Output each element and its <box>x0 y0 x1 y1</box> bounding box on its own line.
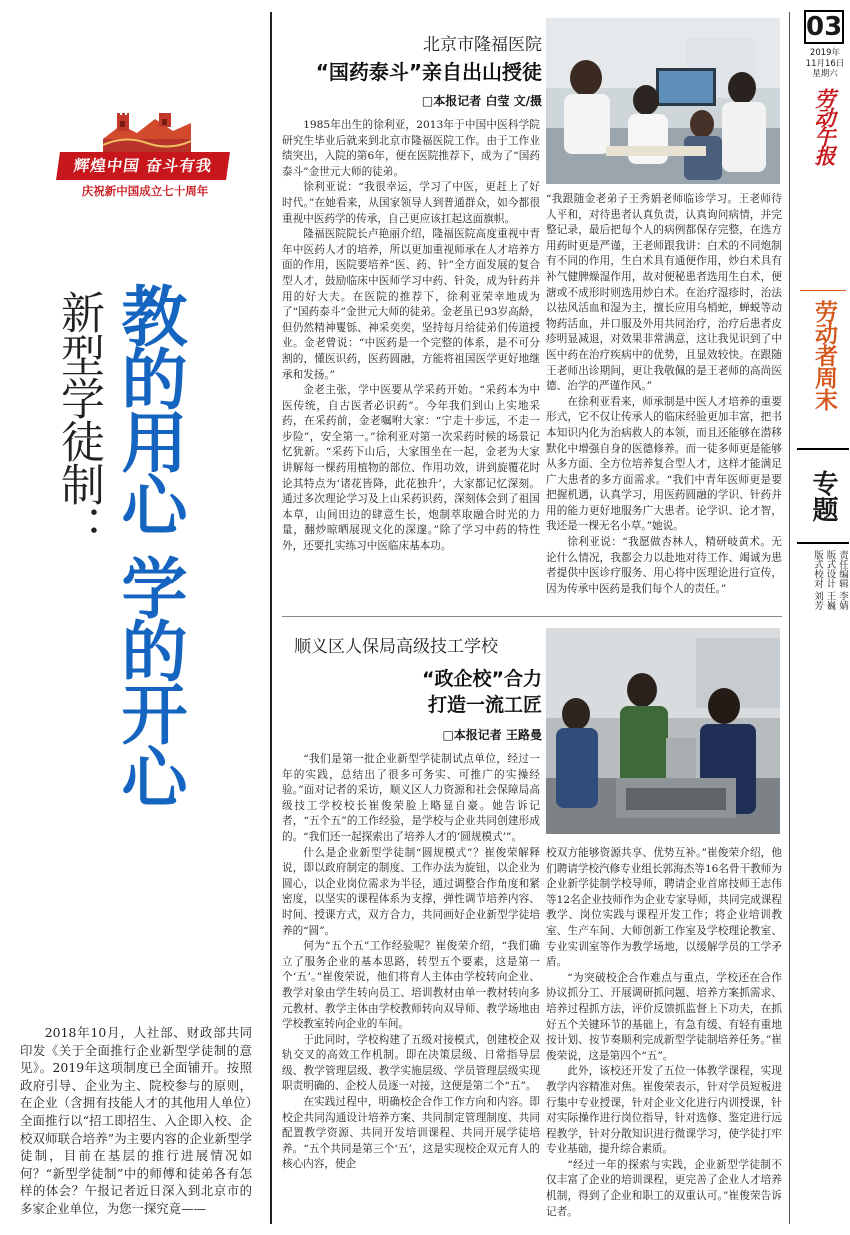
article1-col2-para: 徐利亚说：“我愿做杏林人，精研岐黄术。无论什么情况，我都会力以赴地对待工作、竭诚为患者提供中医诊疗服务、用心将中医理论进行宣传，因为传承中医药是我们每个人的责任。” <box>546 536 782 595</box>
date-weekday: 星期六 <box>812 69 838 79</box>
article2-kicker: 顺义区人保局高级技工学校 <box>294 637 498 657</box>
credit-editor: 责任编辑 李婧 <box>837 550 848 611</box>
article2-col1-para: 在实践过程中，明确校企合作工作方向和内容。即校企共同沟通设计培养方案、共同制定管理制度、共同配置教学资源、共同开发培训课程、共同开展学徒培养。“五个共同是第三个‘五’，这是实现校企双元育人的核心内容，使企 <box>282 1096 540 1171</box>
article-separator <box>282 616 782 617</box>
special-topic-label: 专题 <box>797 448 849 544</box>
section-name: 劳动者周末 <box>811 300 837 410</box>
article1-col1-para: 1985年出生的徐利亚，2013年于中国中医科学院研究生毕业后就来到北京市隆福医院工作。由于工作业绩突出，入院的第6年，便在医院推荐下，成为了“国药泰斗”金世元大师的徒弟。 <box>282 119 540 178</box>
article1-headline: “国药泰斗”亲自出山授徒 <box>315 60 542 84</box>
article2-column1 <box>282 752 540 1173</box>
article1-column2 <box>546 192 782 597</box>
editorial-credits <box>796 550 848 660</box>
date-year: 2019年 <box>809 48 841 58</box>
article1-col1-para: 金老主张，学中医要从学采药开始。“采药本为中医传统，自古医者必识药”。今年我们到山上实地采药，在采药前，金老嘱咐大家：“宁走十步远，不走一步险”，安全第一。”徐利亚对第一次采药时候的场景记忆犹新。“采药下山后，大家围坐在一起，金老为大家讲解每一棵药用植物的部位、作用功效，讲到旋覆花时论其特点为‘诸花皆降，此花独升’，大家都记忆深刻。通过多次理论学习及上山采药识药，深刻体会到了祖国本草，山间田边的肆意生长，炮制萃取融合时光的力量，翻炒晾晒展现文化的深邃。”除了学习中药的特性外，还要扎实练习中医临床基本功。 <box>282 384 540 553</box>
article1-col1-para: 隆福医院院长卢艳丽介绍，隆福医院高度重视中青年中医药人才的培养，所以更加重视师承在人才培养方面的作用，医院要培养“医、药、针”全方面发展的复合型人才，鼓励临床中医师学习中药、针灸，成为针药并用的好大夫。在医院的推荐下，徐利亚荣幸地成为了“国药泰斗”金世元大师的徒弟。金老虽已93岁高龄，但仍然精神矍铄、神采奕奕，坚持每月给徒弟们传道授业。金老曾说：“中医药是一个完整的体系，是不可分割的，懂医识药，医药圆融，方能将祖国医学更好地继承和发扬。” <box>282 228 540 381</box>
article1-col1-para: 徐利亚说：“我很幸运，学习了中医，更赶上了好时代。”在她看来，从国家领导人到普通群众，如今都很重视中医药学的传承，自己更应该扛起这面旗帜。 <box>282 181 540 225</box>
article2-col2-para: 校双方能够资源共享、优势互补。”崔俊荣介绍，他们聘请学校汽修专业组长郭海杰等16名骨干教师为企业新学徒制学校导师，聘请企业首席技师王志伟等12名企业技师作为企业专家导师，共同完成课程教学、岗位实践与课程开发工作；将企业培训教室、生产车间、大师创新工作室及学校理论教室、专业实训室等作为教学场地，以缓解学员的工学矛盾。 <box>546 847 782 969</box>
article1-byline: □本报记者 白莹 文/摄 <box>421 94 542 108</box>
article1-kicker: 北京市隆福医院 <box>423 35 542 55</box>
article2-col1-para: 于此同时，学校构建了五级对接模式，创建校企双轨交叉的高效工作机制。即在决策层级、日常指导层级、教学管理层级、教学实施层级、学员管理层级实现职责明确的、企校人员逐一对接，这便是第二个“五”。 <box>282 1033 540 1093</box>
newspaper-logo: 劳动午报 <box>812 88 837 164</box>
section-rule <box>800 290 846 291</box>
issue-date <box>800 48 850 80</box>
page-number: 03 <box>806 12 843 42</box>
great-wall-illustration <box>103 113 191 153</box>
article2-col1-para: 什么是企业新型学徒制“圆规模式”？崔俊荣解释说，即以政府制定的制度、工作办法为旋钮，以企业为圆心，以企业岗位需求为半径，通过调整合作角度和紧密度，以坚实的课程体系为支撑，弹性调节培养内容、时间、授课方式，双方合力，共同画好企业新型学徒培养的“圆”。 <box>282 846 540 937</box>
feature-intro: 2018年10月，人社部、财政部共同印发《关于全面推行企业新型学徒制的意见》。2019年这项制度已全面铺开。按照政府引导、企业为主、院校参与的原则，在企业（含拥有技能人才的其他用人单位）全面推行以“招工即招生、入企即入校、企校双师联合培养”为主要内容的企业新型学徒制，目前在基层的推行进展情况如何？“新型学徒制”中的师傅和徒弟各有怎样的体会？午报记者近日深入到北京市的多家企业单位，为您一探究竟—— <box>20 1025 252 1216</box>
right-strip-divider <box>789 12 790 1224</box>
feature-title-prefix: 新型学徒制： <box>53 290 104 548</box>
article2-headline-line1: “政企校”合力 <box>422 668 542 690</box>
article2-col2-para: “经过一年的探索与实践，企业新型学徒制不仅丰富了企业的培训课程，更完善了企业人才培养机制，得到了企业和职工的双重认可。”崔俊荣告诉记者。 <box>546 1158 782 1218</box>
date-day: 11月16日 <box>805 58 845 69</box>
feature-title-main: 教的用心 学的开心 <box>110 282 187 806</box>
credit-designer: 版式设计 王巍 <box>824 550 836 611</box>
banner-subtitle: 庆祝新中国成立七十周年 <box>81 184 209 198</box>
article1-photo-hospital <box>546 18 780 184</box>
banner-title: 辉煌中国 奋斗有我 <box>56 152 230 180</box>
article2-col1-para: “我们是第一批企业新型学徒制试点单位，经过一年的实践，总结出了很多可务实、可推广的实操经验。”面对记者的采访，顺义区人力资源和社会保障局高级技工学校校长崔俊荣脸上略显自豪。她告诉记者，“五个五”的工作经验，是学校与企业共同创建形成的。“我们还一起探索出了培养人才的‘圆规模式’”。 <box>282 753 540 843</box>
article2-byline: □本报记者 王路曼 <box>442 728 542 742</box>
article2-col2-para: “为突破校企合作难点与重点，学校还在合作协议抓分工、开展调研抓问题、培养方案抓需求、培养过程抓方法，评价反馈抓监督上下功夫，在抓好五个关键环节的基础上，有急有缓、有轻有重地按计划、按节奏顺利完成新型学徒制培养任务。”崔俊荣说，这是第四个“五”。 <box>546 971 782 1062</box>
article1-column1 <box>282 118 540 555</box>
article2-col2-para: 此外，该校还开发了五位一体教学课程，实现教学内容精准对焦。崔俊荣表示，针对学员短板进行集中专业授课，针对企业文化进行内训授课，针对实际操作进行岗位指导，针对选修、鉴定进行远程教学，针对分散知识进行微课学习，使学徒打牢专业基础，提升综合素质。 <box>546 1065 782 1156</box>
article2-col1-para: 何为“五个五”工作经验呢？崔俊荣介绍，“我们确立了服务企业的基本思路，转型五个要素，这是第一个‘五’。”崔俊荣说，他们将育人主体由学校转向企业、教学对象由学生转向员工、培训教材由单一教材转向多元教材、教学主体由学校教师转向双导师、教学场地由学校教室转向企业的车间。 <box>282 940 540 1031</box>
column-divider <box>270 12 272 1224</box>
article2-column2 <box>546 846 782 1220</box>
article1-col2-para: 在徐利亚看来，师承制是中医人才培养的重要形式，它不仅让传承人的临床经验更加丰富，把书本知识内化为治病救人的本领，而且还能够在潜移默化中增强自身的医德修养。而一徒多师更是能够从多方面、全方位培养复合型人才，这样才能满足广大患者的多方面需求。“我们中青年医师更是要把握机遇，认真学习，用医药圆融的学识、针药并用的能力更好地服务广大患者。论学识、论才智，我还是一棵无名小草。”她说。 <box>546 395 782 533</box>
credit-proofreader: 版式校对 刘芳 <box>812 550 823 611</box>
article2-headline-line2: 打造一流工匠 <box>427 694 542 716</box>
article1-col2-para: “我跟随金老弟子王秀娟老师临诊学习。王老师待人平和，对待患者认真负责，认真询问病情，并完整记录，最后把每个人的病例都保存完整，在选方用药时更是严谨，王老师跟我讲：白术的不同炮制有不同的作用，生白术具有通便作用，炒白术具有补气健脾燥湿作用，故对便秘患者选用生白术，便溏或不成形时则选用炒白术。在治疗湿疹时，治法以祛风活血和湿为主，擅长应用乌梢蛇，蝉蜕等动物药活血，并口服及外用共同治疗，治疗后患者皮疹明显减退，对效果非常满意，这让我见识到了中医中药在治疗疾病中的优势，且显效较快。在跟随王老师出诊期间，更让我敬佩的是王老师的高尚医德、治学的严谨作风。” <box>546 193 782 393</box>
article2-photo-workshop <box>546 628 780 834</box>
